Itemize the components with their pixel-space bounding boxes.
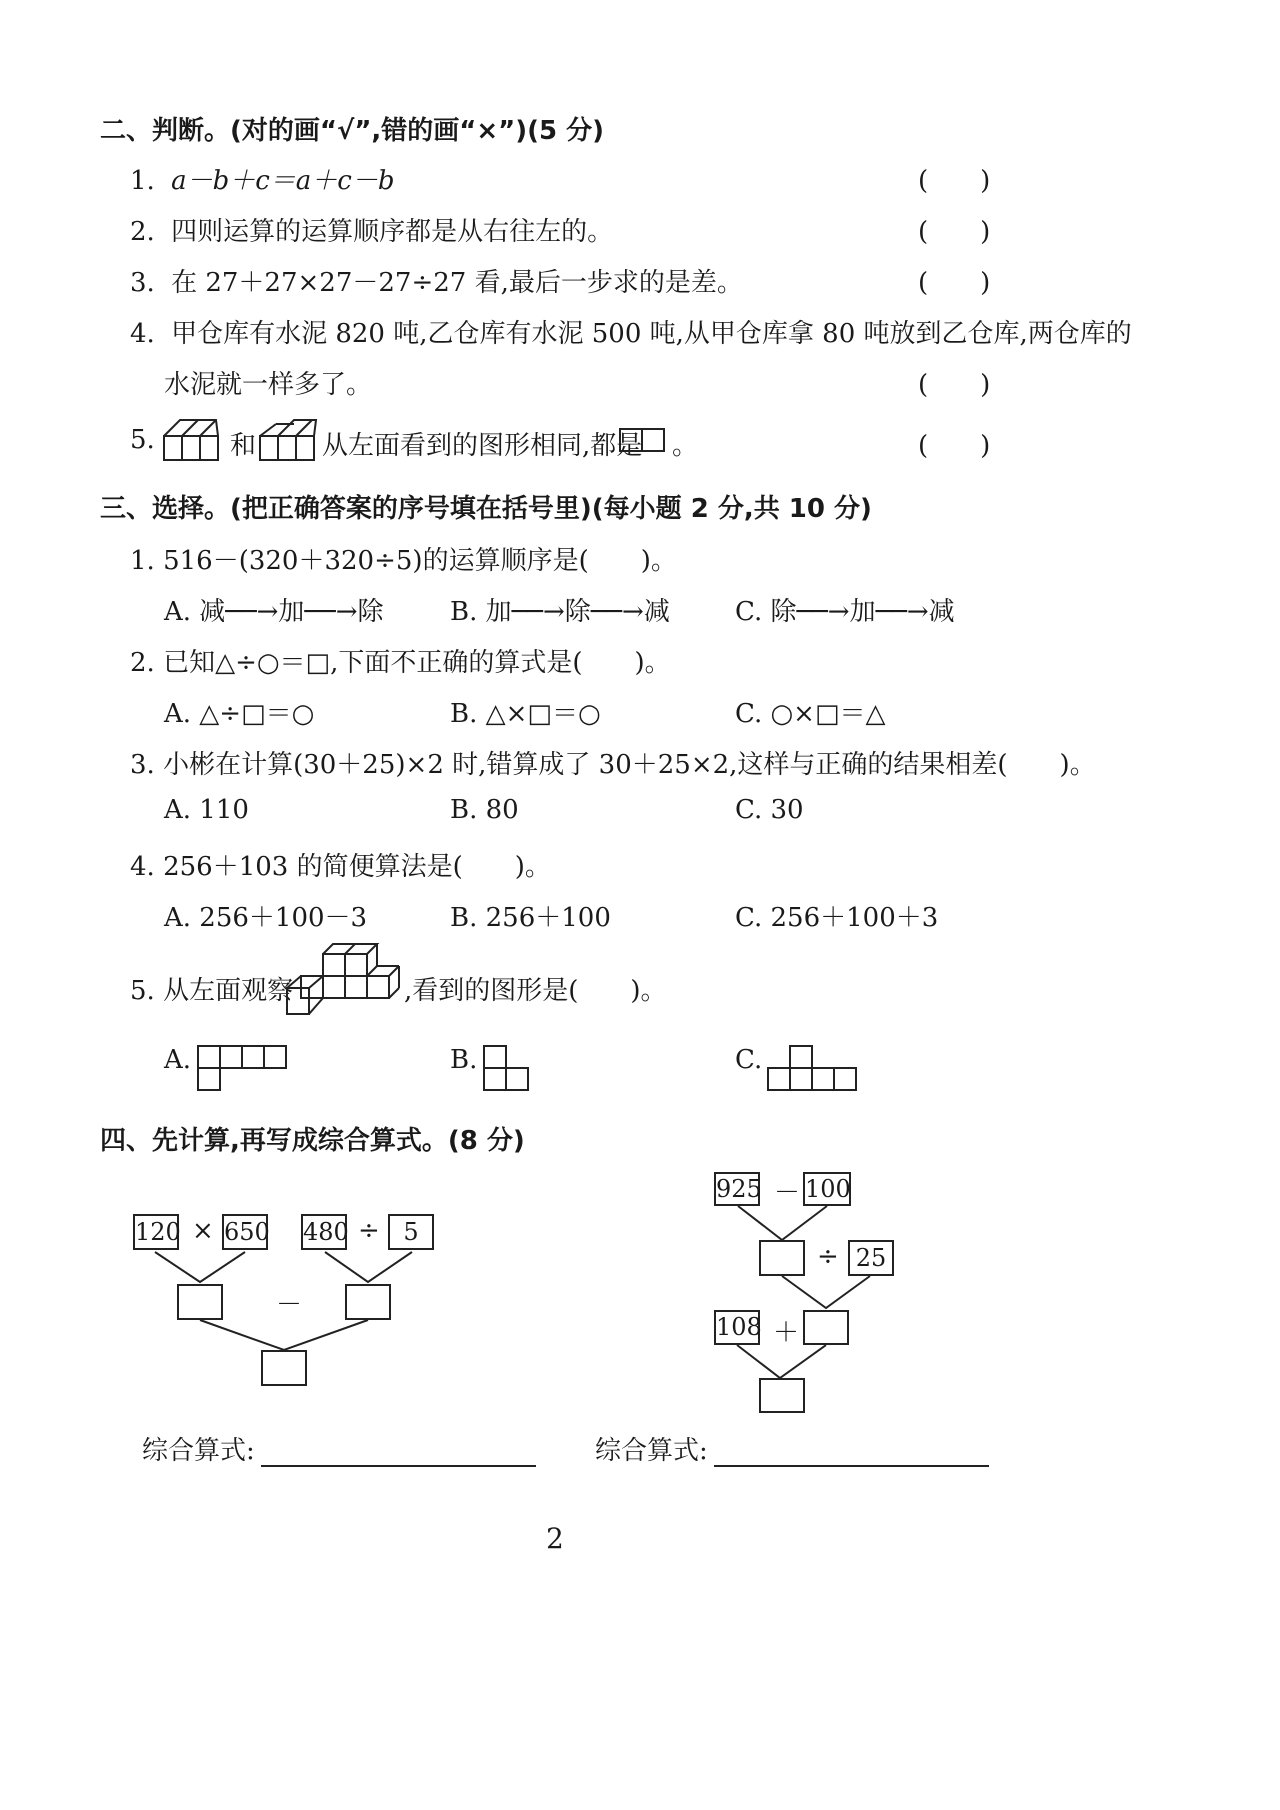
- right-formula-label: 综合算式:: [595, 1436, 708, 1466]
- answer-paren-1[interactable]: ( ): [918, 166, 991, 196]
- section4-title: 四、先计算,再写成综合算式。(8 分): [100, 1126, 525, 1156]
- left-num-480: 480: [301, 1214, 347, 1250]
- judge-item-3: 3. 在 27＋27×27－27÷27 看,最后一步求的是差。: [130, 268, 743, 298]
- choice-3-option-c[interactable]: C. 30: [735, 795, 804, 825]
- right-op-plus: ＋: [773, 1318, 800, 1348]
- page-number: 2: [546, 1522, 564, 1555]
- right-op-divide: ÷: [817, 1242, 839, 1272]
- section3-title: 三、选择。(把正确答案的序号填在括号里)(每小题 2 分,共 10 分): [100, 494, 872, 524]
- choice-item-5-text2: ,看到的图形是( )。: [404, 976, 667, 1006]
- judge-item-2: 2. 四则运算的运算顺序都是从右往左的。: [130, 217, 614, 247]
- left-result-box-2[interactable]: [345, 1284, 391, 1320]
- choice-item-2: 2. 已知△÷○＝□,下面不正确的算式是( )。: [130, 648, 671, 678]
- choice-4-option-b[interactable]: B. 256＋100: [450, 903, 611, 933]
- choice-4-option-c[interactable]: C. 256＋100＋3: [735, 903, 939, 933]
- choice-2-option-a[interactable]: A. △÷□＝○: [164, 699, 315, 729]
- choice-item-3: 3. 小彬在计算(30＋25)×2 时,错算成了 30＋25×2,这样与正确的结果相差( )。: [130, 750, 1096, 780]
- judge-item-5-and: 和: [230, 431, 257, 461]
- right-final-box[interactable]: [759, 1378, 805, 1413]
- left-formula-blank[interactable]: [261, 1439, 536, 1467]
- left-formula: [142, 1430, 536, 1467]
- choice-1-option-a[interactable]: A. 减──→加──→除: [164, 597, 384, 627]
- choice-2-option-b[interactable]: B. △×□＝○: [450, 699, 601, 729]
- judge-item-4-line2: 水泥就一样多了。: [164, 370, 373, 400]
- answer-paren-5[interactable]: ( ): [918, 431, 991, 461]
- choice-5-option-b[interactable]: B.: [450, 1045, 478, 1075]
- choice-2-option-c[interactable]: C. ○×□＝△: [735, 699, 886, 729]
- right-result-box-1[interactable]: [759, 1240, 805, 1276]
- right-num-925: 925: [714, 1172, 760, 1206]
- answer-paren-3[interactable]: ( ): [918, 268, 991, 298]
- left-result-box-1[interactable]: [177, 1284, 223, 1320]
- choice-5-option-c[interactable]: C.: [735, 1045, 763, 1075]
- judge-item-5-num: 5.: [130, 425, 155, 455]
- right-result-box-2[interactable]: [803, 1310, 849, 1345]
- judge-item-4: 4. 甲仓库有水泥 820 吨,乙仓库有水泥 500 吨,从甲仓库拿 80 吨放到乙仓库,两仓库的: [130, 319, 1132, 349]
- choice-1-option-b[interactable]: B. 加──→除──→减: [450, 597, 670, 627]
- choice-5-option-a[interactable]: A.: [164, 1045, 192, 1075]
- choice-3-option-a[interactable]: A. 110: [164, 795, 249, 825]
- left-final-box[interactable]: [261, 1350, 307, 1386]
- choice-3-option-b[interactable]: B. 80: [450, 795, 519, 825]
- answer-paren-4[interactable]: ( ): [918, 370, 991, 400]
- right-formula: [595, 1430, 989, 1467]
- left-op-minus: －: [276, 1290, 303, 1320]
- right-op-minus: －: [774, 1178, 801, 1208]
- judge-item-5-end: 。: [672, 431, 699, 461]
- left-op-multiply: ×: [192, 1216, 214, 1246]
- right-formula-blank[interactable]: [714, 1439, 989, 1467]
- left-num-5: 5: [388, 1214, 434, 1250]
- right-num-100: 100: [803, 1172, 851, 1206]
- choice-item-4: 4. 256＋103 的简便算法是( )。: [130, 852, 551, 882]
- choice-item-5: 5. 从左面观察: [130, 976, 294, 1006]
- choice-4-option-a[interactable]: A. 256＋100－3: [164, 903, 368, 933]
- right-num-25: 25: [848, 1240, 894, 1276]
- choice-item-1: 1. 516－(320＋320÷5)的运算顺序是( )。: [130, 546, 677, 576]
- judge-item-1: 1. a－b＋c＝a＋c－b: [130, 166, 395, 196]
- section2-title: 二、判断。(对的画“√”,错的画“×”)(5 分): [100, 116, 605, 146]
- left-op-divide: ÷: [358, 1216, 380, 1246]
- answer-paren-2[interactable]: ( ): [918, 217, 991, 247]
- left-num-650: 650: [222, 1214, 268, 1250]
- right-num-108: 108: [714, 1310, 760, 1345]
- left-formula-label: 综合算式:: [142, 1436, 255, 1466]
- judge-item-5-text: 从左面看到的图形相同,都是: [322, 431, 643, 461]
- choice-1-option-c[interactable]: C. 除──→加──→减: [735, 597, 955, 627]
- left-num-120: 120: [133, 1214, 179, 1250]
